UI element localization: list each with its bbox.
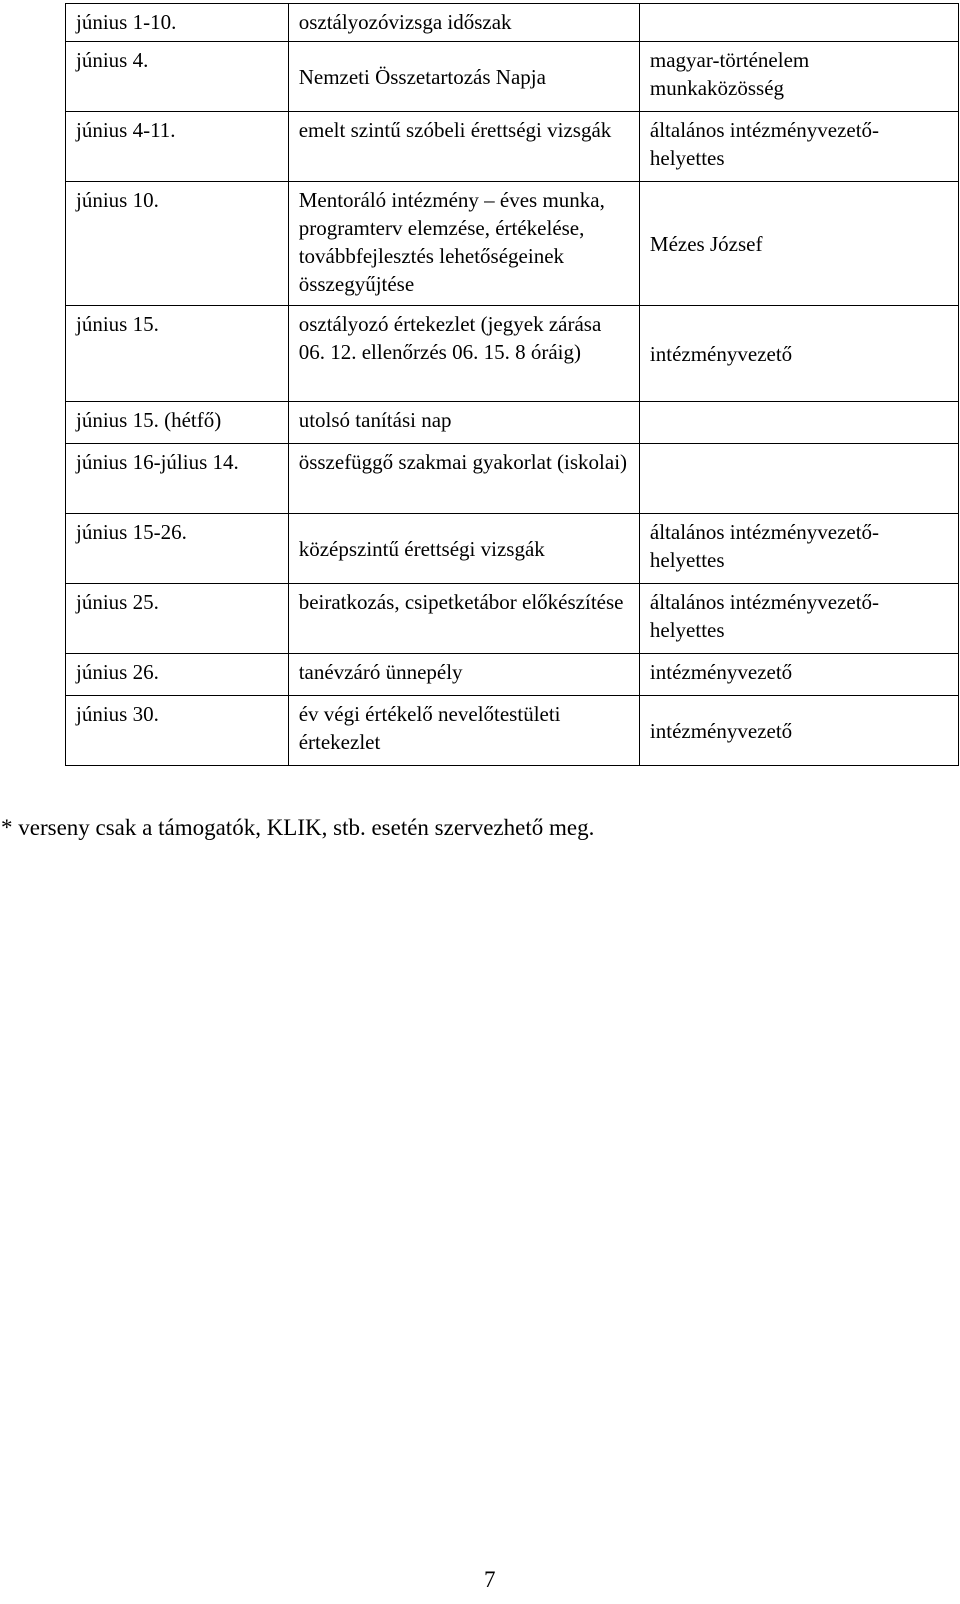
table-row [66,584,959,654]
footnote: * verseny csak a támogatók, KLIK, stb. esetén szervezhető meg. [1,815,595,840]
event-cell: Mentoráló intézmény – éves munka, programterv elemzése, értékelése, továbbfejlesztés lehetőségeinek összegyűjtése [288,182,639,306]
table-row [66,112,959,182]
date-cell: június 16-július 14. [66,444,289,514]
date-cell: június 10. [66,182,289,306]
event-cell: utolsó tanítási nap [288,402,639,444]
table-row [66,444,959,514]
date-cell: június 4. [66,42,289,112]
table-row [66,654,959,696]
responsible-cell: intézményvezető [639,696,958,766]
table-row [66,182,959,306]
schedule-table [65,3,959,766]
responsible-cell [639,4,958,42]
date-cell: június 15. [66,306,289,402]
responsible-cell [639,402,958,444]
table-row [66,4,959,42]
responsible-cell: általános intézményvezető-helyettes [639,584,958,654]
event-cell: tanévzáró ünnepély [288,654,639,696]
event-cell: összefüggő szakmai gyakorlat (iskolai) [288,444,639,514]
responsible-cell: általános intézményvezető-helyettes [639,112,958,182]
event-cell: osztályozóvizsga időszak [288,4,639,42]
event-cell: osztályozó értekezlet (jegyek zárása 06. 12. ellenőrzés 06. 15. 8 óráig) [288,306,639,402]
responsible-cell: általános intézményvezető-helyettes [639,514,958,584]
date-cell: június 30. [66,696,289,766]
date-cell: június 26. [66,654,289,696]
responsible-cell [639,444,958,514]
page-number: 7 [484,1567,496,1592]
date-cell: június 1-10. [66,4,289,42]
date-cell: június 15-26. [66,514,289,584]
table-row [66,402,959,444]
event-cell: középszintű érettségi vizsgák [288,514,639,584]
date-cell: június 25. [66,584,289,654]
event-cell: emelt szintű szóbeli érettségi vizsgák [288,112,639,182]
table-row [66,42,959,112]
date-cell: június 4-11. [66,112,289,182]
responsible-cell: magyar-történelem munkaközösség [639,42,958,112]
responsible-cell: intézményvezető [639,306,958,402]
table-row [66,696,959,766]
event-cell: beiratkozás, csipetketábor előkészítése [288,584,639,654]
table-row [66,306,959,402]
event-cell: Nemzeti Összetartozás Napja [288,42,639,112]
event-cell: év végi értékelő nevelőtestületi értekezlet [288,696,639,766]
table-row [66,514,959,584]
date-cell: június 15. (hétfő) [66,402,289,444]
responsible-cell: intézményvezető [639,654,958,696]
responsible-cell: Mézes József [639,182,958,306]
